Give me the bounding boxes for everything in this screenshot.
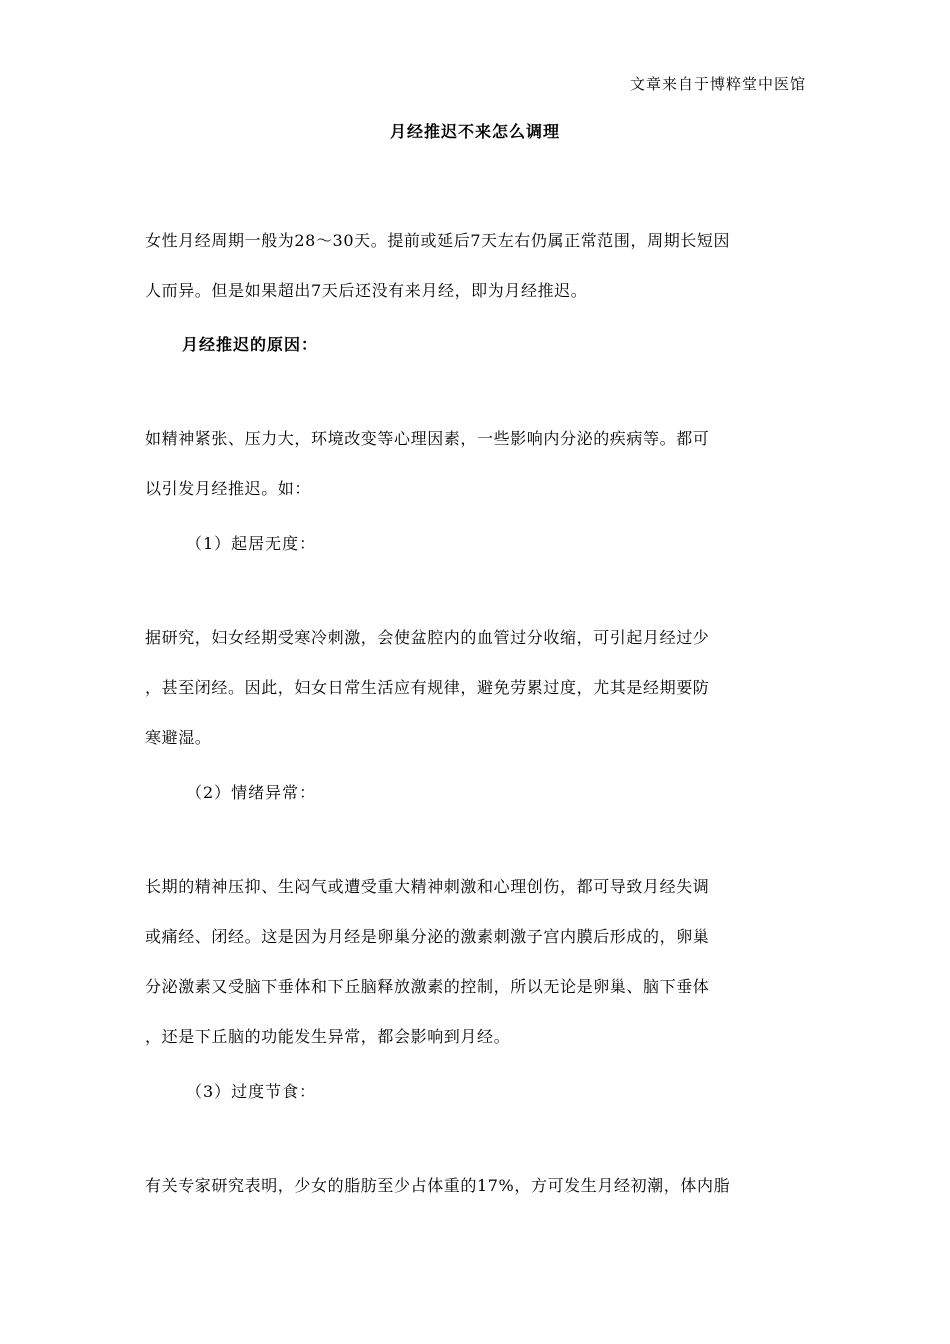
cause2-line: 分泌激素又受脑下垂体和下丘脑释放激素的控制，所以无论是卵巢、脑下垂体 <box>145 977 710 996</box>
intro-line: 人而异。但是如果超出7天后还没有来月经，即为月经推迟。 <box>145 281 588 300</box>
cause2-line: 长期的精神压抑、生闷气或遭受重大精神刺激和心理创伤，都可导致月经失调 <box>145 877 710 896</box>
cause1-paragraph <box>145 613 810 763</box>
cause2-line: ，还是下丘脑的功能发生异常，都会影响到月经。 <box>145 1027 511 1046</box>
cause2-paragraph <box>145 862 810 1062</box>
source-note: 文章来自于博粹堂中医馆 <box>629 75 806 93</box>
page-title: 月经推迟不来怎么调理 <box>389 122 560 141</box>
intro-line: 女性月经周期一般为28～30天。提前或延后7天左右仍属正常范围，周期长短因 <box>145 231 731 250</box>
cause3-heading: （3）过度节食： <box>186 1082 317 1101</box>
cause1-heading: （1）起居无度： <box>186 534 317 553</box>
cause1-line: 寒避湿。 <box>145 728 212 747</box>
causes-intro-line: 以引发月经推迟。如： <box>145 479 312 498</box>
cause2-heading: （2）情绪异常： <box>186 783 317 802</box>
cause1-line: ，甚至闭经。因此，妇女日常生活应有规律，避免劳累过度，尤其是经期要防 <box>145 678 710 697</box>
cause2-line: 或痛经、闭经。这是因为月经是卵巢分泌的激素刺激子宫内膜后形成的，卵巢 <box>145 927 710 946</box>
cause1-line: 据研究，妇女经期受寒冷刺激，会使盆腔内的血管过分收缩，可引起月经过少 <box>145 628 710 647</box>
causes-intro-paragraph <box>145 414 810 514</box>
cause3-line: 有关专家研究表明，少女的脂肪至少占体重的17%，方可发生月经初潮，体内脂 <box>145 1176 731 1195</box>
intro-paragraph <box>145 216 810 316</box>
causes-intro-line: 如精神紧张、压力大，环境改变等心理因素，一些影响内分泌的疾病等。都可 <box>145 429 710 448</box>
cause3-paragraph <box>145 1161 810 1211</box>
causes-heading: 月经推迟的原因： <box>182 335 319 354</box>
